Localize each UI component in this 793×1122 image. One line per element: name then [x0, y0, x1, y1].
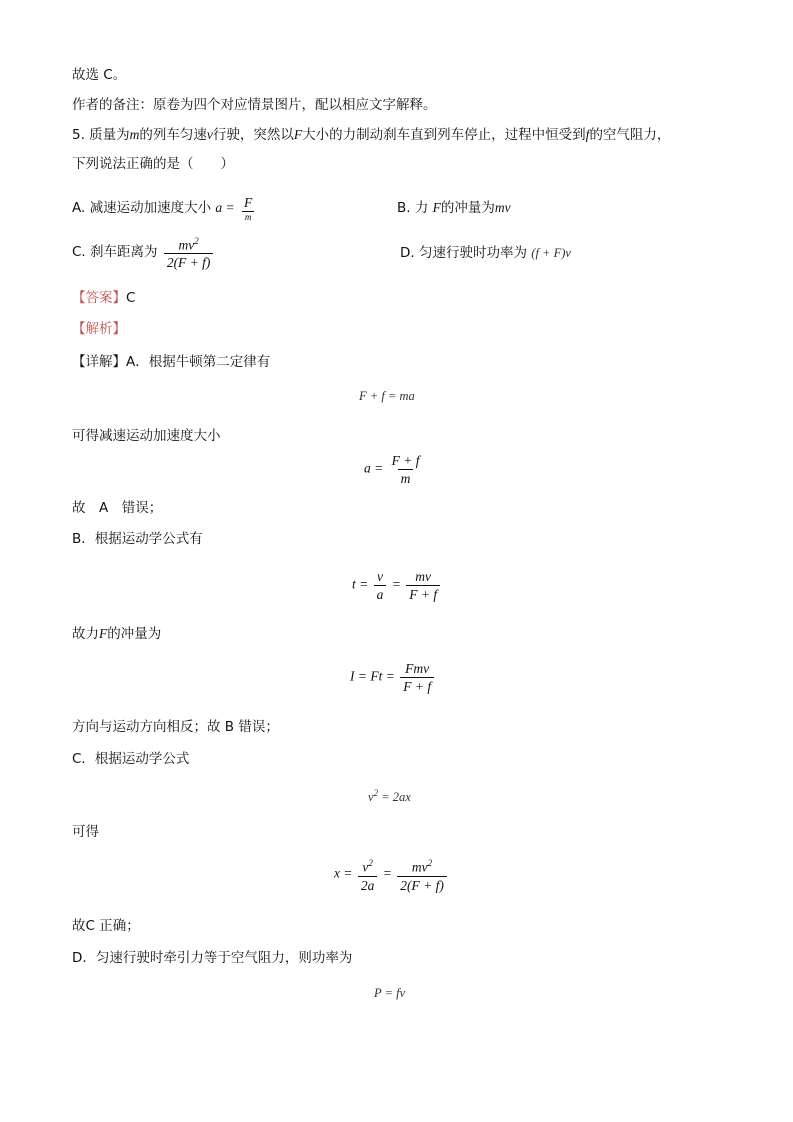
detail-label: 【详解】 [72, 354, 126, 370]
answer-line [72, 289, 135, 307]
text-line-choose-c: 故选 C。 [72, 67, 127, 83]
eq3-denominator-2: F + f [406, 585, 440, 603]
q5-text: 5. 质量为 [72, 127, 130, 143]
eq2-denominator: m [398, 469, 414, 487]
option-c [72, 232, 215, 272]
option-b [397, 199, 511, 217]
text-b-kinematics: B．根据运动学公式有 [72, 531, 203, 547]
equation-time [352, 568, 442, 603]
eq4-denominator: F + f [400, 677, 434, 695]
q5-text: 的列车匀速 [139, 127, 207, 143]
option-b-label: B. 力 [397, 200, 429, 216]
option-b-var-F: F [432, 200, 441, 215]
text-impulse [72, 625, 161, 643]
eq3-fraction-1 [374, 568, 387, 603]
option-b-text: 的冲量为 [440, 200, 495, 216]
eq2-lhs: a = [364, 460, 384, 476]
eq3-numerator-1: v [377, 569, 383, 584]
q5-text: 的空气阻力， [589, 127, 671, 143]
answer-label: 【答案】 [72, 290, 126, 306]
eq6-numerator-2 [409, 855, 435, 876]
eq5-sup: 2 [373, 788, 379, 798]
option-a-fraction [241, 194, 255, 222]
question-5-line-2: 下列说法正确的是（ ） [72, 156, 234, 172]
q5-var-v: v [206, 127, 213, 142]
text-b-wrong: 方向与运动方向相反；故 B 错误； [72, 719, 279, 735]
option-c-denominator: 2(F + f) [164, 253, 214, 271]
option-c-num-text: mv [178, 237, 195, 253]
text-c-correct: 故C 正确； [72, 918, 140, 934]
q5-text: 行驶，突然以 [212, 127, 294, 143]
eq4-fraction [400, 660, 434, 695]
q5-var-m: m [129, 127, 140, 142]
text-deceleration: 可得减速运动加速度大小 [72, 428, 221, 444]
eq3-lhs: t = [352, 576, 369, 592]
option-a-numerator: F [243, 195, 253, 210]
eq5-rest: = 2ax [378, 790, 411, 805]
option-a-label: A. 减速运动加速度大小 [72, 200, 212, 216]
eq6-lhs: x = [334, 865, 353, 881]
t4-text: 故力 [72, 626, 99, 642]
question-5-line-1 [72, 126, 670, 144]
text-a-wrong: 故 A 错误； [72, 500, 163, 516]
q5-text: 大小的力制动刹车直到列车停止，过程中恒受到 [302, 127, 586, 143]
option-c-fraction [164, 233, 214, 272]
eq6-equals: = [382, 865, 392, 881]
equation-acceleration [364, 452, 424, 487]
analysis-label: 【解析】 [72, 321, 126, 337]
equation-power: P = fv [374, 986, 406, 1000]
equation-impulse [350, 660, 436, 695]
eq6-fraction-1 [358, 855, 378, 894]
option-d [400, 244, 571, 262]
eq6-denominator-1: 2a [358, 876, 378, 894]
option-c-numerator [175, 233, 201, 254]
option-b-value: mv [494, 200, 511, 215]
eq6-n2-text: mv [411, 859, 428, 875]
eq6-denominator-2: 2(F + f) [397, 876, 447, 894]
eq4-lhs: I = Ft = [350, 668, 395, 684]
eq3-fraction-2 [406, 568, 440, 603]
eq2-numerator: F + f [391, 453, 420, 468]
eq2-fraction [389, 452, 423, 487]
t4-text: 的冲量为 [107, 626, 162, 642]
author-note: 作者的备注：原卷为四个对应情景图片，配以相应文字解释。 [72, 97, 437, 113]
detail-line [72, 353, 270, 371]
option-a-denominator: m [242, 211, 255, 222]
option-d-value: (f + F)v [531, 246, 571, 260]
eq3-equals: = [391, 576, 401, 592]
detail-text: A．根据牛顿第二定律有 [126, 354, 271, 370]
equation-v-squared [368, 788, 411, 805]
option-d-label: D. 匀速行驶时功率为 [400, 245, 527, 261]
eq3-numerator-2: mv [415, 569, 432, 584]
answer-value: C [126, 290, 136, 306]
eq3-denominator-1: a [374, 585, 387, 603]
q5-var-F: F [293, 127, 303, 142]
eq6-numerator-1 [359, 855, 376, 876]
option-a [72, 188, 257, 228]
option-c-label: C. 刹车距离为 [72, 244, 158, 260]
text-d-power: D．匀速行驶时牵引力等于空气阻力，则功率为 [72, 950, 353, 966]
equation-newton: F + f = ma [359, 389, 415, 403]
q5-var-f: f [585, 127, 590, 142]
eq5-v: v [368, 790, 374, 805]
text-c-kinematics: C．根据运动学公式 [72, 751, 190, 767]
text-therefore: 可得 [72, 824, 99, 840]
eq4-numerator: Fmv [405, 661, 430, 676]
option-c-num-sup: 2 [194, 235, 199, 246]
eq6-fraction-2 [397, 855, 447, 894]
option-a-lhs: a = [215, 200, 235, 215]
eq6-n2-sup: 2 [427, 858, 433, 868]
t4-var-F: F [99, 626, 108, 641]
eq6-n1-sup: 2 [368, 858, 373, 868]
equation-distance [334, 855, 449, 894]
eq6-n1-text: v [362, 859, 369, 875]
